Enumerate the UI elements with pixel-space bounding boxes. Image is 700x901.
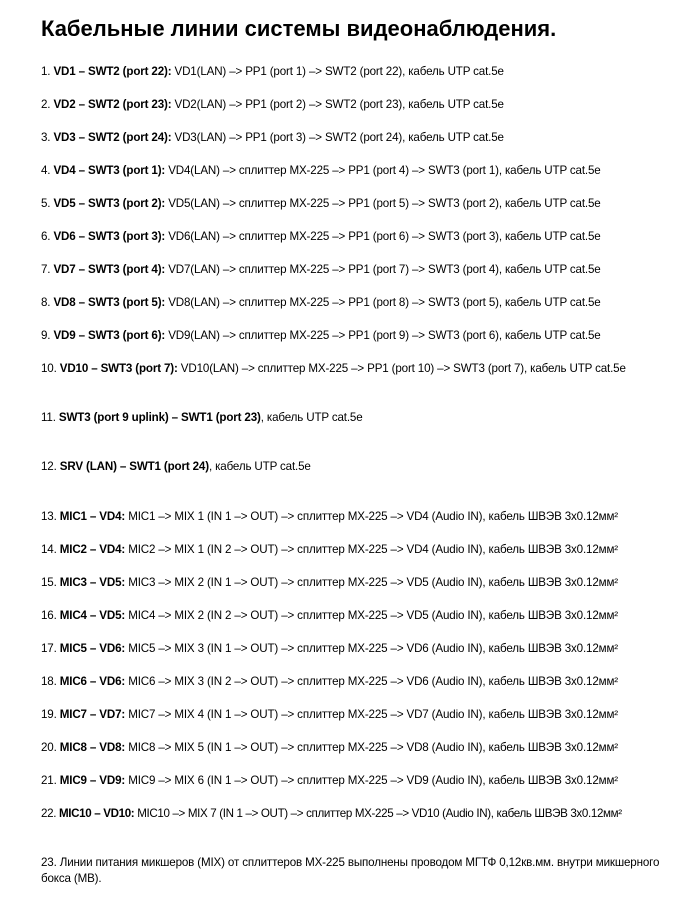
item-text: VD10(LAN) –> сплиттер MX-225 –> PP1 (port 10) –> SWT3 (port 7), кабель UTP cat.5e (180, 362, 626, 375)
item-text: VD8(LAN) –> сплиттер MX-225 –> PP1 (port 8) –> SWT3 (port 5), кабель UTP cat.5e (168, 296, 601, 309)
item-heading: VD1 – SWT2 (port 22): (53, 65, 172, 78)
item-number: 22. (41, 807, 57, 820)
list-item (41, 542, 618, 558)
item-text: VD5(LAN) –> сплиттер MX-225 –> PP1 (port 5) –> SWT3 (port 2), кабель UTP cat.5e (168, 197, 601, 210)
item-heading: SRV (LAN) – SWT1 (port 24) (59, 460, 209, 473)
item-text: Линии питания микшеров (MIX) от сплиттеров MX-225 выполнены проводом МГТФ 0,12кв.мм. внутри микшерного бокса (MB). (41, 856, 660, 885)
item-text: MIC1 –> MIX 1 (IN 1 –> OUT) –> сплиттер MX-225 –> VD4 (Audio IN), кабель ШВЭВ 3х0.12мм² (128, 510, 618, 523)
item-text: VD9(LAN) –> сплиттер MX-225 –> PP1 (port 9) –> SWT3 (port 6), кабель UTP cat.5e (168, 329, 601, 342)
list-item (41, 163, 601, 179)
item-text: MIC10 –> MIX 7 (IN 1 –> OUT) –> сплиттер MX-225 –> VD10 (Audio IN), кабель ШВЭВ 3х0.12мм² (137, 807, 622, 820)
item-heading: MIC4 – VD5: (59, 609, 126, 622)
item-number: 14. (41, 543, 57, 556)
list-item (41, 608, 618, 624)
item-number: 11. (41, 411, 56, 424)
list-item (41, 410, 363, 426)
item-heading: VD3 – SWT2 (port 24): (53, 131, 172, 144)
list-item (41, 295, 601, 311)
item-heading: VD8 – SWT3 (port 5): (53, 296, 166, 309)
item-heading: MIC5 – VD6: (59, 642, 126, 655)
list-item (41, 641, 618, 657)
item-text: VD3(LAN) –> PP1 (port 3) –> SWT2 (port 24), кабель UTP cat.5e (174, 131, 504, 144)
item-heading: VD6 – SWT3 (port 3): (53, 230, 166, 243)
item-heading: MIC1 – VD4: (59, 510, 126, 523)
list-item (41, 740, 618, 756)
list-item (41, 509, 618, 525)
list-item (41, 855, 681, 887)
item-heading: VD2 – SWT2 (port 23): (53, 98, 172, 111)
item-number: 4. (41, 164, 51, 177)
list-item (41, 262, 601, 278)
item-number: 3. (41, 131, 51, 144)
item-heading: SWT3 (port 9 uplink) – SWT1 (port 23) (58, 411, 261, 424)
item-number: 1. (41, 65, 51, 78)
item-heading: MIC6 – VD6: (59, 675, 126, 688)
list-item (41, 130, 504, 146)
item-number: 9. (41, 329, 51, 342)
item-text: MIC9 –> MIX 6 (IN 1 –> OUT) –> сплиттер MX-225 –> VD9 (Audio IN), кабель ШВЭВ 3х0.12мм² (128, 774, 618, 787)
item-heading: MIC10 – VD10: (58, 807, 135, 820)
item-number: 20. (41, 741, 57, 754)
item-number: 23. (41, 856, 57, 869)
item-number: 7. (41, 263, 51, 276)
item-heading: MIC8 – VD8: (59, 741, 126, 754)
item-heading: VD9 – SWT3 (port 6): (53, 329, 166, 342)
item-text: VD2(LAN) –> PP1 (port 2) –> SWT2 (port 23), кабель UTP cat.5e (174, 98, 504, 111)
item-heading: MIC2 – VD4: (59, 543, 126, 556)
item-number: 15. (41, 576, 57, 589)
item-text: , кабель UTP cat.5e (260, 411, 363, 424)
item-heading: VD7 – SWT3 (port 4): (53, 263, 166, 276)
item-text: MIC5 –> MIX 3 (IN 1 –> OUT) –> сплиттер MX-225 –> VD6 (Audio IN), кабель ШВЭВ 3х0.12мм² (128, 642, 618, 655)
item-heading: MIC9 – VD9: (59, 774, 126, 787)
item-text: VD6(LAN) –> сплиттер MX-225 –> PP1 (port 6) –> SWT3 (port 3), кабель UTP cat.5e (168, 230, 601, 243)
item-heading: VD10 – SWT3 (port 7): (59, 362, 178, 375)
list-item (41, 196, 601, 212)
item-text: MIC2 –> MIX 1 (IN 2 –> OUT) –> сплиттер MX-225 –> VD4 (Audio IN), кабель ШВЭВ 3х0.12мм² (128, 543, 618, 556)
item-number: 13. (41, 510, 57, 523)
item-text: MIC8 –> MIX 5 (IN 1 –> OUT) –> сплиттер MX-225 –> VD8 (Audio IN), кабель ШВЭВ 3х0.12мм² (128, 741, 618, 754)
list-item (41, 361, 626, 377)
item-text: , кабель UTP cat.5e (208, 460, 311, 473)
item-number: 21. (41, 774, 57, 787)
list-item (41, 707, 618, 723)
list-item (41, 64, 504, 80)
list-item (41, 674, 618, 690)
item-text: VD1(LAN) –> PP1 (port 1) –> SWT2 (port 22), кабель UTP cat.5e (174, 65, 504, 78)
list-item (41, 229, 601, 245)
item-heading: VD4 – SWT3 (port 1): (53, 164, 166, 177)
item-number: 10. (41, 362, 57, 375)
item-heading: VD5 – SWT3 (port 2): (53, 197, 166, 210)
item-number: 6. (41, 230, 51, 243)
list-item (41, 328, 601, 344)
item-number: 17. (41, 642, 57, 655)
item-heading: MIC7 – VD7: (59, 708, 126, 721)
list-item (41, 773, 618, 789)
item-heading: MIC3 – VD5: (59, 576, 126, 589)
item-number: 8. (41, 296, 51, 309)
item-text: MIC7 –> MIX 4 (IN 1 –> OUT) –> сплиттер MX-225 –> VD7 (Audio IN), кабель ШВЭВ 3х0.12мм² (128, 708, 618, 721)
list-item (41, 97, 504, 113)
list-item (41, 575, 618, 591)
item-text: VD4(LAN) –> сплиттер MX-225 –> PP1 (port 4) –> SWT3 (port 1), кабель UTP cat.5e (168, 164, 601, 177)
item-number: 12. (41, 460, 57, 473)
item-text: MIC6 –> MIX 3 (IN 2 –> OUT) –> сплиттер MX-225 –> VD6 (Audio IN), кабель ШВЭВ 3х0.12мм² (128, 675, 618, 688)
list-item (41, 459, 311, 475)
page-title: Кабельные линии системы видеонаблюдения. (41, 16, 557, 41)
item-number: 5. (41, 197, 51, 210)
item-number: 19. (41, 708, 57, 721)
item-text: VD7(LAN) –> сплиттер MX-225 –> PP1 (port 7) –> SWT3 (port 4), кабель UTP cat.5e (168, 263, 601, 276)
item-number: 18. (41, 675, 57, 688)
item-number: 16. (41, 609, 57, 622)
list-item (41, 806, 622, 822)
item-text: MIC3 –> MIX 2 (IN 1 –> OUT) –> сплиттер MX-225 –> VD5 (Audio IN), кабель ШВЭВ 3х0.12мм² (128, 576, 618, 589)
item-text: MIC4 –> MIX 2 (IN 2 –> OUT) –> сплиттер MX-225 –> VD5 (Audio IN), кабель ШВЭВ 3х0.12мм² (128, 609, 618, 622)
item-number: 2. (41, 98, 51, 111)
